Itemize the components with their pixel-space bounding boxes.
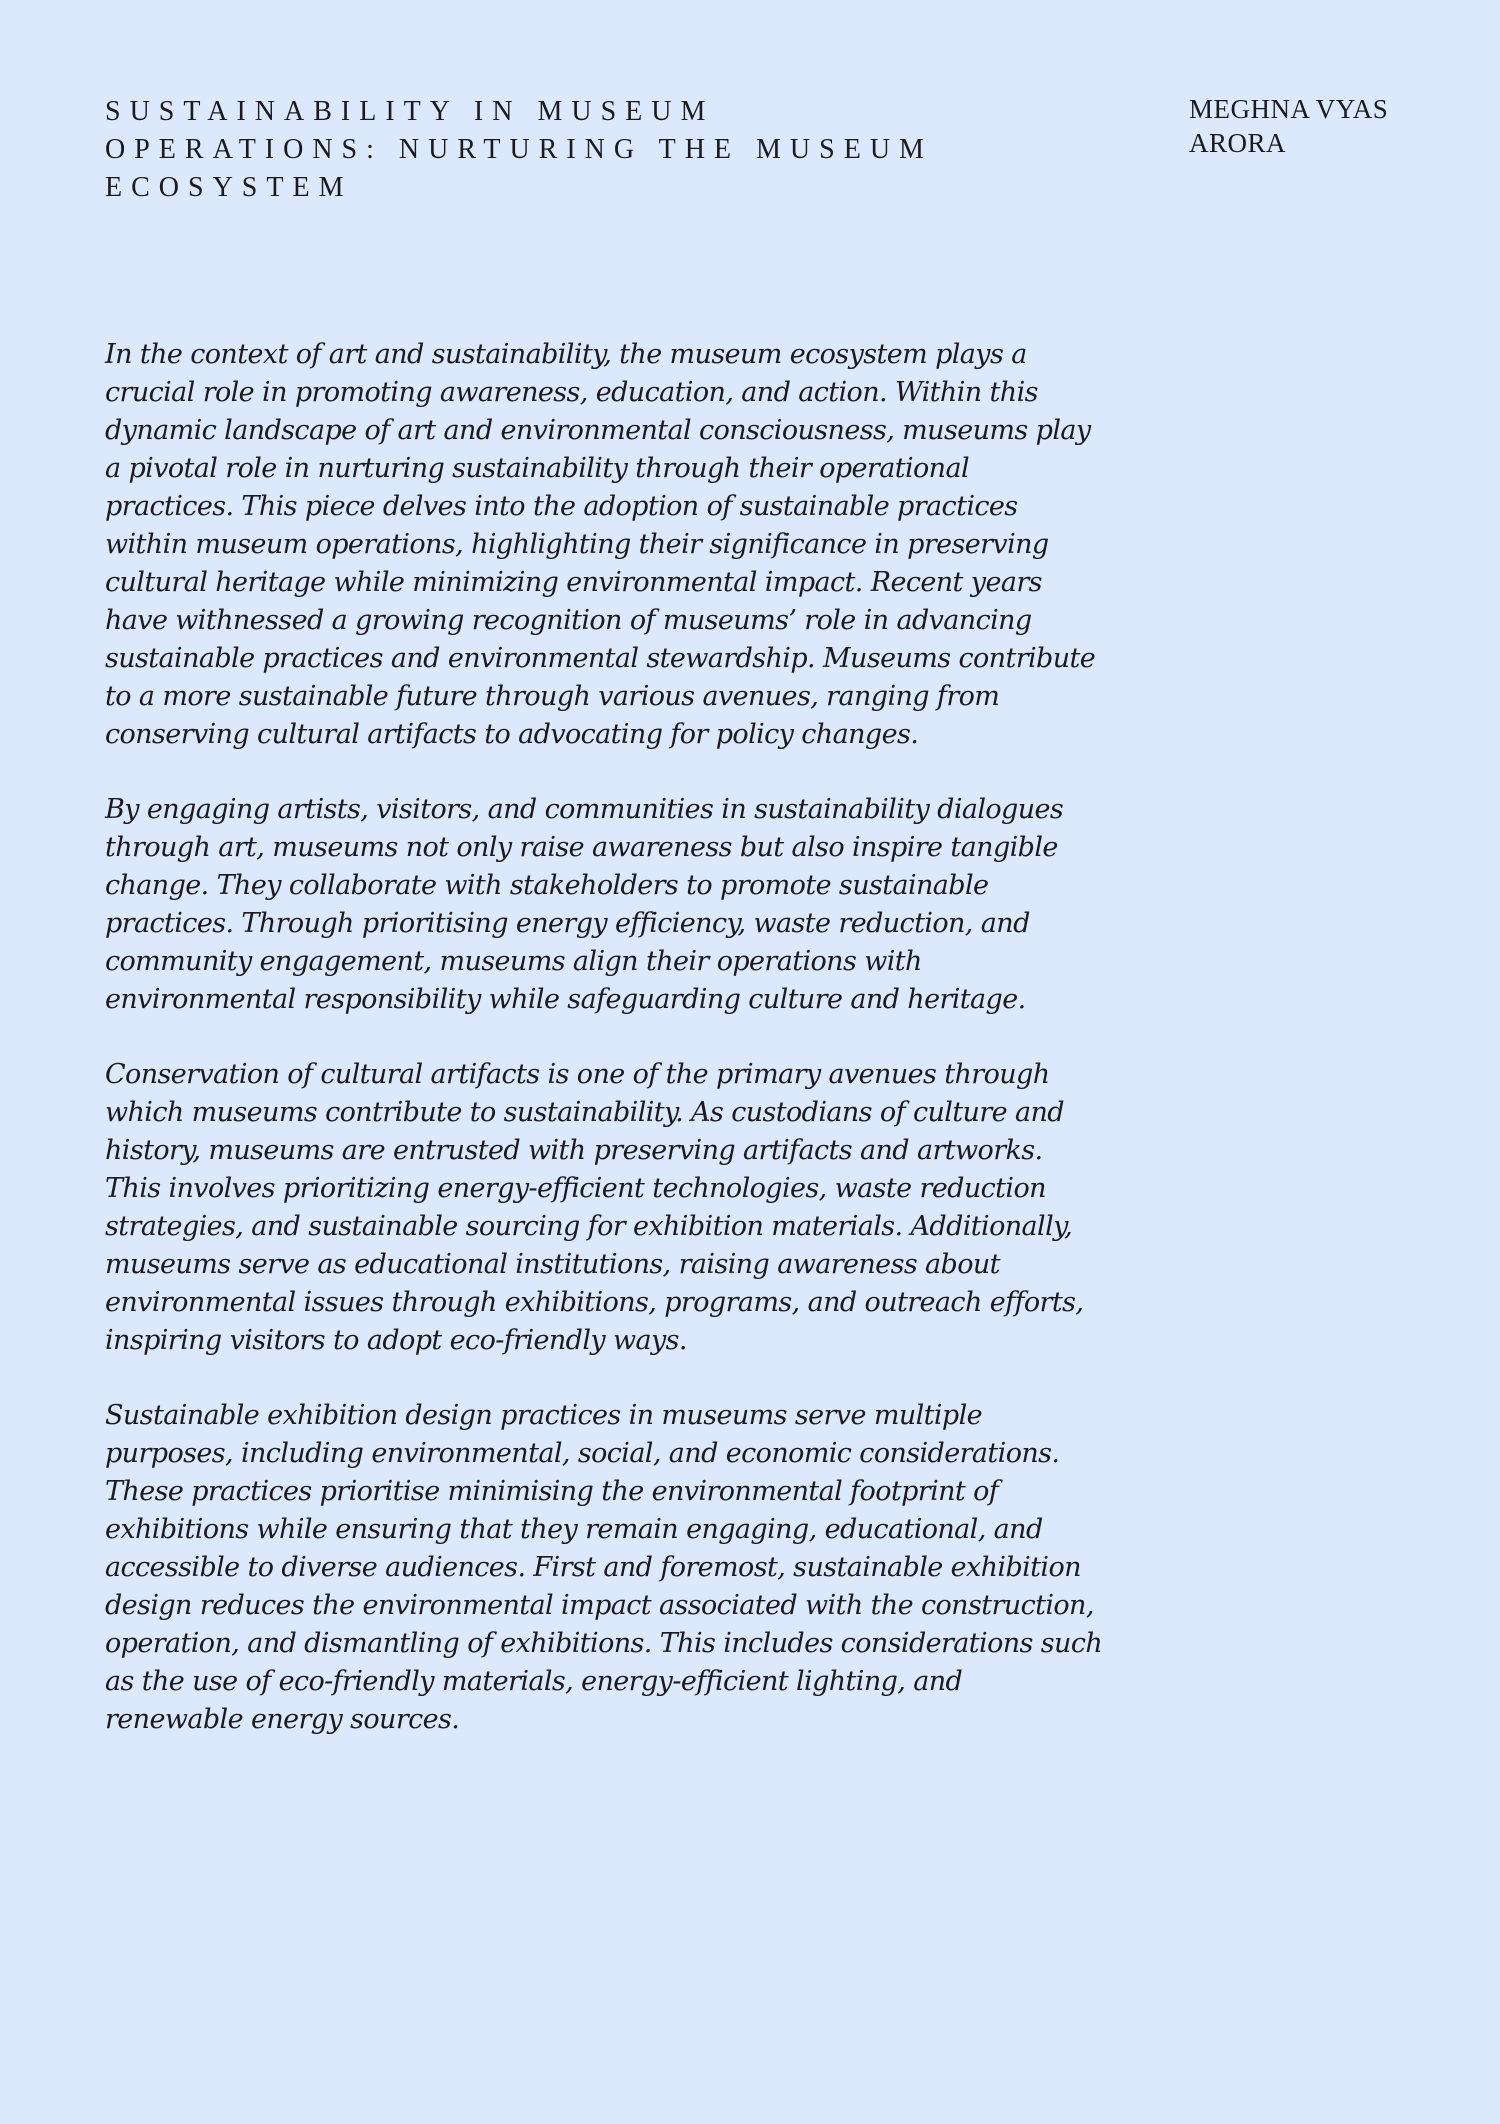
paragraph-1: In the context of art and sustainability, the museum ecosystem plays a crucial role in promoting awareness, education, and action. Within this dynamic landscape of art and environmental consciousness, museums play a pivotal role in nurturing sustainability through their operational practices. This piece delves into the adoption of sustainable practices within museum operations, highlighting their significance in preserving cultural heritage while minimizing environmental impact. Recent years have withnessed a growing recognition of museums’ role in advancing sustainable practices and environmental stewardship. Museums contribute to a more sustainable future through various avenues, ranging from conserving cultural artifacts to advocating for policy changes. bbox=[105, 339, 1096, 750]
article-body bbox=[105, 336, 1105, 1776]
author-name: MEGHNA VYAS ARORA bbox=[1189, 94, 1389, 158]
paragraph-3: Conservation of cultural artifacts is one of the primary avenues through which museums contribute to sustainability. As custodians of culture and history, museums are entrusted with preserving artifacts and artworks. This involves prioritizing energy-efficient technologies, waste reduction strategies, and sustainable sourcing for exhibition materials. Additionally, museums serve as educational institutions, raising awareness about environmental issues through exhibitions, programs, and outreach efforts, inspiring visitors to adopt eco-friendly ways. bbox=[105, 1059, 1084, 1356]
paragraph-2: By engaging artists, visitors, and communities in sustainability dialogues through art, museums not only raise awareness but also inspire tangible change. They collaborate with stakeholders to promote sustainable practices. Through prioritising energy efficiency, waste reduction, and community engagement, museums align their operations with environmental responsibility while safeguarding culture and heritage. bbox=[105, 794, 1064, 1015]
article-title: SUSTAINABILITY IN MUSEUM OPERATIONS: NURTURING THE MUSEUM ECOSYSTEM bbox=[105, 96, 933, 203]
paragraph-4: Sustainable exhibition design practices in museums serve multiple purposes, including environmental, social, and economic considerations. These practices prioritise minimising the environmental footprint of exhibitions while ensuring that they remain engaging, educational, and accessible to diverse audiences. First and foremost, sustainable exhibition design reduces the environmental impact associated with the construction, operation, and dismantling of exhibitions. This includes considerations such as the use of eco-friendly materials, energy-efficient lighting, and renewable energy sources. bbox=[105, 1400, 1103, 1735]
